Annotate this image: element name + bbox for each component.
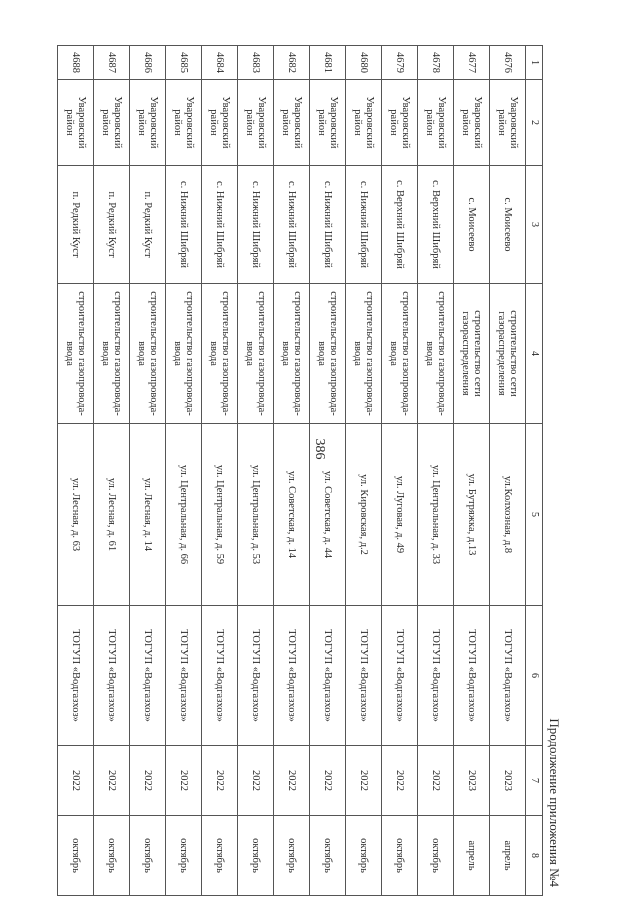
district-cell: Уваровский район <box>346 80 382 166</box>
contractor-cell: ТОГУП «Водгазхоз» <box>202 606 238 746</box>
month-cell: октябрь <box>166 816 202 896</box>
address-cell: ул. Бутряжка, д.13 <box>454 424 490 606</box>
year-cell: 2022 <box>310 746 346 816</box>
row-number-cell: 4676 <box>490 46 526 80</box>
address-cell: ул. Центральная, д. 66 <box>166 424 202 606</box>
work-type-cell: строительство газопровода-ввода <box>274 284 310 424</box>
column-number-cell: 6 <box>526 606 543 746</box>
district-cell: Уваровский район <box>490 80 526 166</box>
district-cell: Уваровский район <box>274 80 310 166</box>
work-type-cell: строительство газопровода-ввода <box>202 284 238 424</box>
district-cell: Уваровский район <box>418 80 454 166</box>
work-type-cell: строительство газопровода-ввода <box>382 284 418 424</box>
district-cell: Уваровский район <box>94 80 130 166</box>
column-number-cell: 2 <box>526 80 543 166</box>
row-number-cell: 4687 <box>94 46 130 80</box>
table-row <box>418 46 454 896</box>
column-number-cell: 3 <box>526 166 543 284</box>
district-cell: Уваровский район <box>202 80 238 166</box>
row-number-cell: 4688 <box>58 46 94 80</box>
row-number-cell: 4685 <box>166 46 202 80</box>
contractor-cell: ТОГУП «Водгазхоз» <box>94 606 130 746</box>
work-type-cell: строительство газопровода-ввода <box>58 284 94 424</box>
table-row <box>274 46 310 896</box>
work-type-cell: строительство газопровода-ввода <box>166 284 202 424</box>
month-cell: октябрь <box>58 816 94 896</box>
row-number-cell: 4679 <box>382 46 418 80</box>
address-cell: ул. Советская, д. 14 <box>274 424 310 606</box>
row-number-cell: 4683 <box>238 46 274 80</box>
month-cell: октябрь <box>94 816 130 896</box>
table-row <box>346 46 382 896</box>
year-cell: 2022 <box>130 746 166 816</box>
gas-works-table <box>57 45 543 896</box>
district-cell: Уваровский район <box>130 80 166 166</box>
column-number-cell: 4 <box>526 284 543 424</box>
year-cell: 2022 <box>382 746 418 816</box>
column-number-cell: 1 <box>526 46 543 80</box>
year-cell: 2022 <box>58 746 94 816</box>
contractor-cell: ТОГУП «Водгазхоз» <box>454 606 490 746</box>
address-cell: ул. Кировская, д.2 <box>346 424 382 606</box>
contractor-cell: ТОГУП «Водгазхоз» <box>274 606 310 746</box>
district-cell: Уваровский район <box>58 80 94 166</box>
table-row <box>490 46 526 896</box>
district-cell: Уваровский район <box>166 80 202 166</box>
column-number-cell: 5 <box>526 424 543 606</box>
district-cell: Уваровский район <box>310 80 346 166</box>
year-cell: 2022 <box>238 746 274 816</box>
row-number-cell: 4678 <box>418 46 454 80</box>
year-cell: 2022 <box>346 746 382 816</box>
year-cell: 2022 <box>202 746 238 816</box>
row-number-cell: 4686 <box>130 46 166 80</box>
month-cell: апрель <box>454 816 490 896</box>
column-number-cell: 8 <box>526 816 543 896</box>
address-cell: ул. Советская, д. 44 <box>310 424 346 606</box>
year-cell: 2023 <box>454 746 490 816</box>
month-cell: октябрь <box>382 816 418 896</box>
work-type-cell: строительство газопровода-ввода <box>310 284 346 424</box>
settlement-cell: с. Нижний Шибряй <box>166 166 202 284</box>
contractor-cell: ТОГУП «Водгазхоз» <box>346 606 382 746</box>
address-cell: ул.Колхозная, д.8 <box>490 424 526 606</box>
table-row <box>310 46 346 896</box>
contractor-cell: ТОГУП «Водгазхоз» <box>238 606 274 746</box>
work-type-cell: строительство газопровода-ввода <box>238 284 274 424</box>
table-row <box>454 46 490 896</box>
contractor-cell: ТОГУП «Водгазхоз» <box>166 606 202 746</box>
month-cell: октябрь <box>202 816 238 896</box>
row-number-cell: 4680 <box>346 46 382 80</box>
row-number-cell: 4684 <box>202 46 238 80</box>
year-cell: 2023 <box>490 746 526 816</box>
month-cell: октябрь <box>130 816 166 896</box>
settlement-cell: с. Нижний Шибряй <box>202 166 238 284</box>
table-row <box>130 46 166 896</box>
settlement-cell: с. Моисеево <box>490 166 526 284</box>
row-number-cell: 4682 <box>274 46 310 80</box>
work-type-cell: строительство сети газораспределения <box>454 284 490 424</box>
month-cell: октябрь <box>310 816 346 896</box>
year-cell: 2022 <box>94 746 130 816</box>
year-cell: 2022 <box>274 746 310 816</box>
settlement-cell: п. Редкий Куст <box>130 166 166 284</box>
work-type-cell: строительство газопровода-ввода <box>346 284 382 424</box>
month-cell: октябрь <box>418 816 454 896</box>
month-cell: октябрь <box>238 816 274 896</box>
year-cell: 2022 <box>166 746 202 816</box>
table-row <box>202 46 238 896</box>
work-type-cell: строительство сети газораспределения <box>490 284 526 424</box>
contractor-cell: ТОГУП «Водгазхоз» <box>490 606 526 746</box>
settlement-cell: с. Моисеево <box>454 166 490 284</box>
contractor-cell: ТОГУП «Водгазхоз» <box>418 606 454 746</box>
contractor-cell: ТОГУП «Водгазхоз» <box>58 606 94 746</box>
district-cell: Уваровский район <box>238 80 274 166</box>
address-cell: ул. Лесная, д. 63 <box>58 424 94 606</box>
settlement-cell: с. Нижний Шибряй <box>346 166 382 284</box>
address-cell: ул. Луговая, д. 49 <box>382 424 418 606</box>
page-number: 386 <box>312 438 327 460</box>
work-type-cell: строительство газопровода-ввода <box>130 284 166 424</box>
row-number-cell: 4677 <box>454 46 490 80</box>
table-row <box>58 46 94 896</box>
month-cell: октябрь <box>346 816 382 896</box>
month-cell: апрель <box>490 816 526 896</box>
settlement-cell: с. Нижний Шибряй <box>310 166 346 284</box>
rotated-table-block <box>64 45 565 895</box>
column-number-header-row <box>526 46 543 896</box>
table-row <box>238 46 274 896</box>
settlement-cell: п. Редкий Куст <box>94 166 130 284</box>
table-row <box>94 46 130 896</box>
address-cell: ул. Лесная, д. 14 <box>130 424 166 606</box>
work-type-cell: строительство газопровода-ввода <box>418 284 454 424</box>
work-type-cell: строительство газопровода-ввода <box>94 284 130 424</box>
contractor-cell: ТОГУП «Водгазхоз» <box>382 606 418 746</box>
settlement-cell: с. Нижний Шибряй <box>238 166 274 284</box>
settlement-cell: с. Верхний Шибряй <box>382 166 418 284</box>
column-number-cell: 7 <box>526 746 543 816</box>
row-number-cell: 4681 <box>310 46 346 80</box>
table-row <box>166 46 202 896</box>
year-cell: 2022 <box>418 746 454 816</box>
contractor-cell: ТОГУП «Водгазхоз» <box>310 606 346 746</box>
address-cell: ул. Лесная, д. 61 <box>94 424 130 606</box>
settlement-cell: п. Редкий Куст <box>58 166 94 284</box>
settlement-cell: с. Верхний Шибряй <box>418 166 454 284</box>
district-cell: Уваровский район <box>454 80 490 166</box>
settlement-cell: с. Нижний Шибряй <box>274 166 310 284</box>
contractor-cell: ТОГУП «Водгазхоз» <box>130 606 166 746</box>
address-cell: ул. Центральная, д. 59 <box>202 424 238 606</box>
table-row <box>382 46 418 896</box>
appendix-caption: Продолжение приложения №4 <box>547 718 562 887</box>
month-cell: октябрь <box>274 816 310 896</box>
address-cell: ул. Центральная, д. 33 <box>418 424 454 606</box>
address-cell: ул. Центральная, д. 53 <box>238 424 274 606</box>
table-body <box>58 46 543 896</box>
district-cell: Уваровский район <box>382 80 418 166</box>
